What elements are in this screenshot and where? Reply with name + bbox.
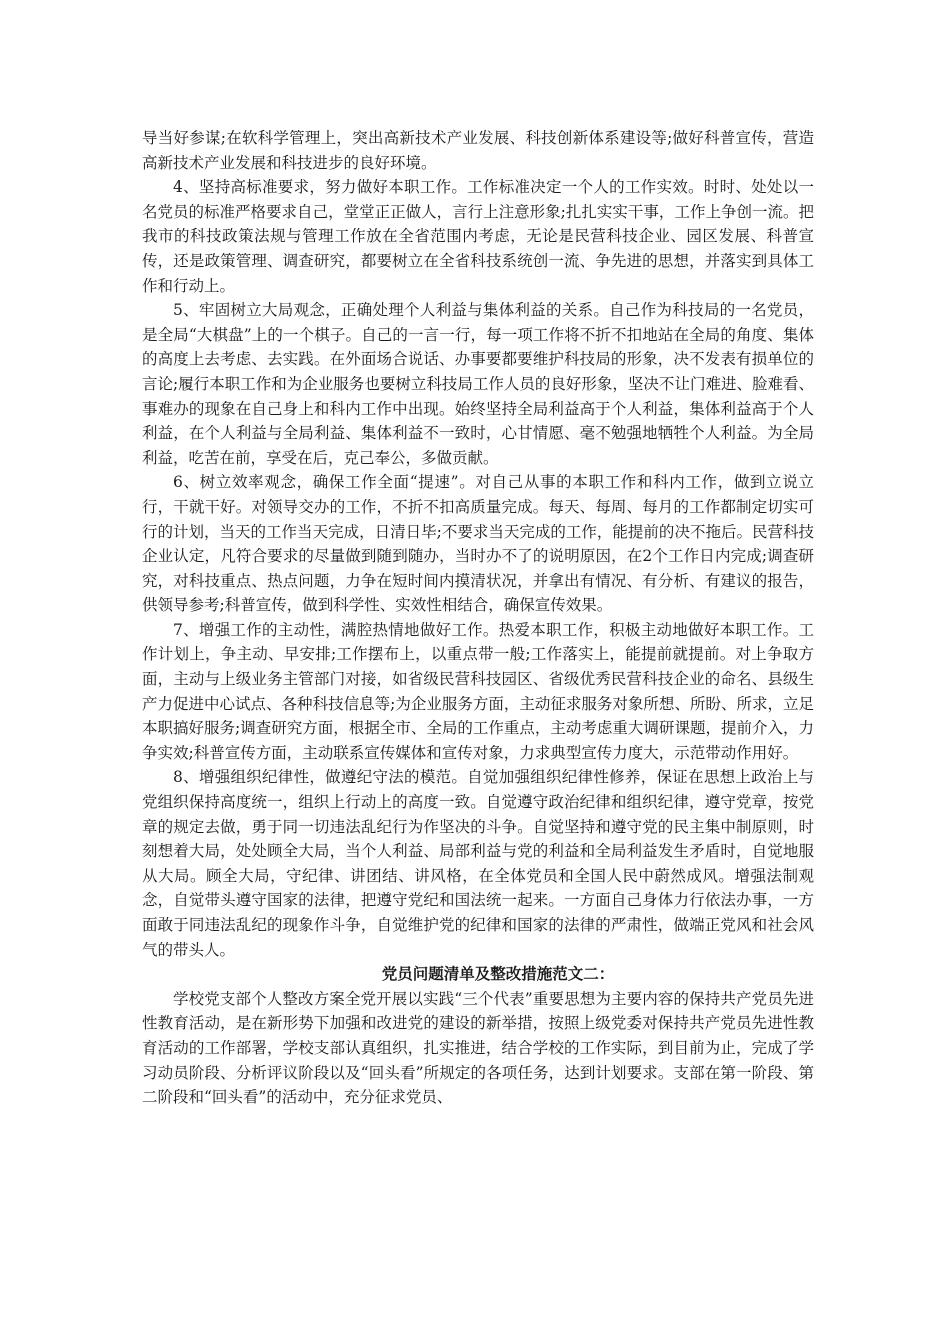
paragraph-item-8: 8、增强组织纪律性，做遵纪守法的模范。自觉加强组织纪律性修养，保证在思想上政治上与党组织保持高度统一，组织上行动上的高度一致。自觉遵守政治纪律和组织纪律，遵守党章，按党章的规定去做，勇于同一切违法乱纪行为作坚决的斗争。自觉坚持和遵守党的民主集中制原则，时刻想着大局，处处顾全大局，当个人利益、局部利益与党的利益和全局利益发生矛盾时，自觉地服从大局。顾全大局，守纪律、讲团结、讲风格，在全体党员和全国人民中蔚然成风。增强法制观念，自觉带头遵守国家的法律，把遵守党纪和国法统一起来。一方面自己身体力行依法办事，一方面敢于同违法乱纪的现象作斗争，自觉维护党的纪律和国家的法律的严肃性，做端正党风和社会风气的带头人。 [142,768,814,959]
paragraph-item-7: 7、增强工作的主动性，满腔热情地做好工作。热爱本职工作，积极主动地做好本职工作。工作计划上，争主动、早安排;工作摆布上，以重点带一般;工作落实上，能提前就提前。对上争取方面，主动与上级业务主管部门对接，如省级民营科技园区、省级优秀民营科技企业的命名、县级生产力促进中心试点、各种科技信息等;为企业服务方面，主动征求服务对象所想、所盼、所求，立足本职搞好服务;调查研究方面，根据全市、全局的工作重点，主动考虑重大调研课题，提前介入，力争实效;科普宣传方面，主动联系宣传媒体和宣传对象，力求典型宣传力度大，示范带动作用好。 [142,620,814,762]
document-body [142,126,814,1110]
paragraph-continued: 导当好参谋;在软科学管理上，突出高新技术产业发展、科技创新体系建设等;做好科普宣传，营造高新技术产业发展和科技进步的良好环境。 [142,129,814,172]
paragraph-section-intro: 学校党支部个人整改方案全党开展以实践“三个代表”重要思想为主要内容的保持共产党员先进性教育活动，是在新形势下加强和改进党的建设的新举措，按照上级党委对保持共产党员先进性教育活动的工作部署，学校支部认真组织，扎实推进，结合学校的工作实际，到目前为止，完成了学习动员阶段、分析评议阶段以及“回头看”所规定的各项任务，达到计划要求。支部在第一阶段、第二阶段和“回头看”的活动中，充分征求党员、 [142,989,814,1107]
section-title: 党员问题清单及整改措施范文二： [381,964,615,984]
paragraph-item-6: 6、树立效率观念，确保工作全面“提速”。对自己从事的本职工作和科内工作，做到立说立行，干就干好。对领导交办的工作，不折不扣高质量完成。每天、每周、每月的工作都制定切实可行的计划，当天的工作当天完成，日清日毕;不要求当天完成的工作，能提前的决不拖后。民营科技企业认定，凡符合要求的尽量做到随到随办，当时办不了的说明原因，在2个工作日内完成;调查研究，对科技重点、热点问题，力争在短时间内摸清状况，并拿出有情况、有分析、有建议的报告，供领导参考;科普宣传，做到科学性、实效性相结合，确保宣传效果。 [142,473,814,615]
paragraph-item-5: 5、牢固树立大局观念，正确处理个人利益与集体利益的关系。自己作为科技局的一名党员，是全局“大棋盘”上的一个棋子。自己的一言一行，每一项工作将不折不扣地站在全局的角度、集体的高度上去考虑、去实践。在外面场合说话、办事要都要维护科技局的形象，决不发表有损单位的言论;履行本职工作和为企业服务也要树立科技局工作人员的良好形象，坚决不让门难进、脸难看、事难办的现象在自己身上和科内工作中出现。始终坚持全局利益高于个人利益，集体利益高于个人利益，在个人利益与全局利益、集体利益不一致时，心甘情愿、毫不勉强地牺牲个人利益。为全局利益，吃苦在前，享受在后，克己奉公，多做贡献。 [142,301,814,467]
paragraph-item-4: 4、坚持高标准要求，努力做好本职工作。工作标准决定一个人的工作实效。时时、处处以一名党员的标准严格要求自己，堂堂正正做人，言行上注意形象;扎扎实实干事，工作上争创一流。把我市的科技政策法规与管理工作放在全省范围内考虑，无论是民营科技企业、园区发展、科普宣传，还是政策管理、调查研究，都要树立在全省科技系统创一流、争先进的思想，并落实到具体工作和行动上。 [142,178,814,295]
